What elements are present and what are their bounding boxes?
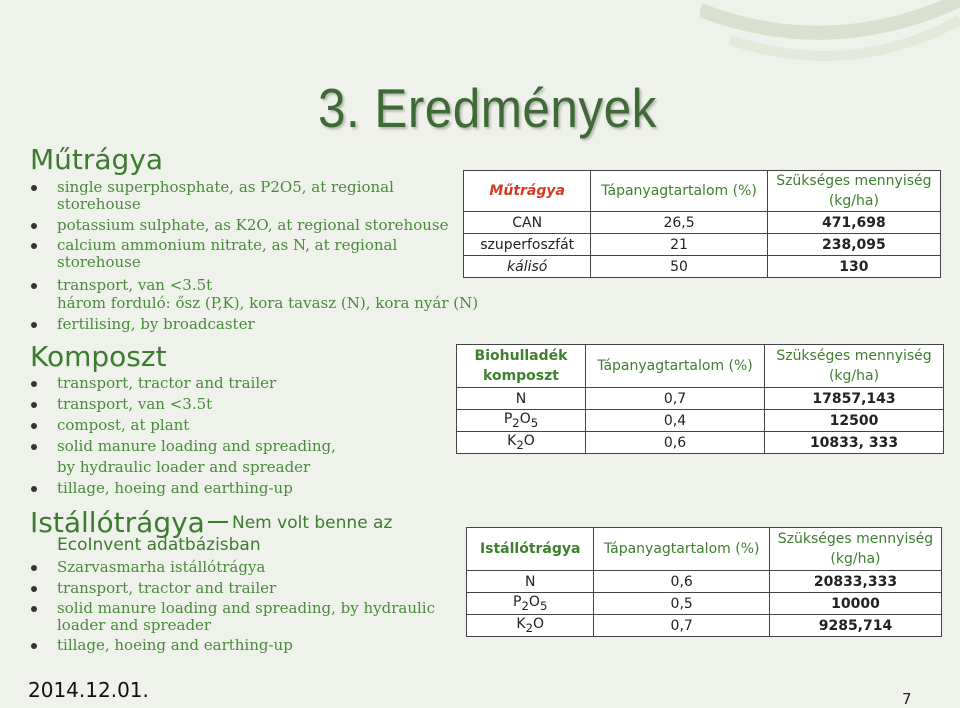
list-item: transport, van <3.5t (57, 396, 212, 413)
list-item-continuation: három forduló: ősz (P,K), kora tavasz (N), kora nyár (N) (57, 294, 479, 312)
list-item: tillage, hoeing and earthing-up (57, 637, 293, 654)
bullet-icon (31, 402, 37, 408)
heading-istallotragya: Istállótrágya (30, 506, 205, 539)
table-header: Szükséges mennyiség (kg/ha) (769, 528, 941, 571)
table-mutragya (463, 170, 941, 278)
heading-komposzt: Komposzt (30, 340, 167, 373)
decorative-swoosh-icon (700, 0, 960, 90)
table-header: Tápanyagtartalom (%) (594, 528, 770, 571)
bullet-icon (31, 185, 37, 191)
list-item: transport, van <3.5t (57, 277, 212, 294)
bullet-icon (31, 444, 37, 450)
list-item: transport, tractor and trailer (57, 580, 276, 597)
list-item: compost, at plant (57, 417, 189, 434)
footer-date: 2014.12.01. (28, 678, 149, 702)
bullet-icon (31, 322, 37, 328)
heading-note-line2: EcoInvent adatbázisban (57, 535, 261, 555)
table-komposzt (456, 344, 944, 454)
bullet-icon (31, 243, 37, 249)
list-item: solid manure loading and spreading, (57, 438, 336, 455)
bullet-icon (31, 486, 37, 492)
table-istallotragya (466, 527, 942, 637)
table-row: CAN 26,5 471,698 (464, 212, 941, 234)
table-row: $K_2O$ 0,6 10833, 333 (457, 432, 944, 454)
table-row: $P_2O_5$ 0,4 12500 (457, 410, 944, 432)
bullet-icon (31, 423, 37, 429)
table-row: $P_2O_5$ 0,5 10000 (467, 593, 942, 615)
table-row: N 0,6 20833,333 (467, 571, 942, 593)
list-item: potassium sulphate, as K2O, at regional storehouse (57, 217, 448, 234)
heading-dash (208, 521, 228, 523)
table-header: Tápanyagtartalom (%) (591, 171, 767, 212)
table-header: Tápanyagtartalom (%) (586, 345, 765, 388)
bullet-icon (31, 606, 37, 612)
heading-note: Nem volt benne az (232, 513, 393, 533)
bullet-icon (31, 283, 37, 289)
list-item: transport, tractor and trailer (57, 375, 276, 392)
table-header: Biohulladék komposzt (457, 345, 586, 388)
table-row: kálisó 50 130 (464, 256, 941, 278)
table-row: szuperfoszfát 21 238,095 (464, 234, 941, 256)
list-item: solid manure loading and spreading, by hydraulic (57, 600, 435, 617)
list-item-continuation: by hydraulic loader and spreader (57, 458, 311, 476)
bullet-icon (31, 223, 37, 229)
list-item: calcium ammonium nitrate, as N, at regional (57, 237, 397, 254)
bullet-icon (31, 565, 37, 571)
page-number: 7 (902, 690, 912, 708)
list-item: single superphosphate, as P2O5, at regional (57, 179, 394, 196)
list-item: tillage, hoeing and earthing-up (57, 480, 293, 497)
table-header: Műtrágya (464, 171, 591, 212)
heading-mutragya: Műtrágya (30, 143, 164, 176)
list-item: fertilising, by broadcaster (57, 316, 255, 333)
page-title: 3. Eredmények (318, 77, 657, 139)
table-header: Szükséges mennyiség (kg/ha) (765, 345, 944, 388)
table-row: N 0,7 17857,143 (457, 388, 944, 410)
bullet-icon (31, 381, 37, 387)
bullet-icon (31, 586, 37, 592)
list-item-continuation: storehouse (57, 253, 141, 271)
list-item: Szarvasmarha istállótrágya (57, 559, 265, 576)
list-item-continuation: loader and spreader (57, 616, 212, 634)
bullet-icon (31, 643, 37, 649)
table-row: $K_2O$ 0,7 9285,714 (467, 615, 942, 637)
list-item-continuation: storehouse (57, 195, 141, 213)
table-header: Istállótrágya (467, 528, 594, 571)
table-header: Szükséges mennyiség (kg/ha) (767, 171, 940, 212)
